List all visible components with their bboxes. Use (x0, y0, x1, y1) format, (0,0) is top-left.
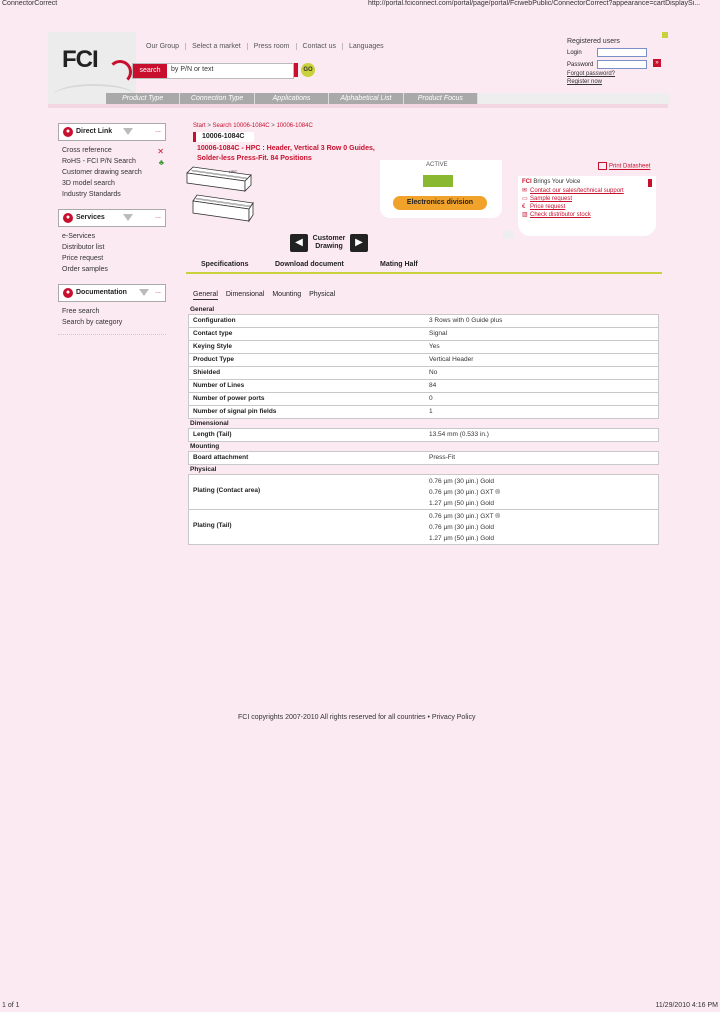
panel-documentation (58, 284, 166, 335)
division-zone (380, 160, 502, 218)
corner-decoration (662, 32, 668, 38)
search-go-button[interactable]: GO (301, 63, 315, 77)
nav-connection-type[interactable]: Connection Type (180, 93, 254, 105)
list-item[interactable]: Distributor list (62, 244, 105, 251)
topnav-select-market[interactable]: Select a market (186, 43, 248, 50)
services-icon: ● (63, 213, 73, 223)
table-row: Number of signal pin fields 1 (188, 406, 659, 419)
list-item[interactable]: Customer drawing search (62, 169, 142, 176)
part-number-box: 10006-1084C (193, 132, 254, 142)
password-input[interactable] (597, 60, 647, 69)
direct-link-icon: ● (63, 127, 73, 137)
printer-icon (598, 162, 607, 170)
table-row: Board attachment Press-Fit (188, 451, 659, 465)
print-page-count: 1 of 1 (2, 1002, 20, 1009)
status-bar (423, 175, 453, 187)
password-label: Password (567, 61, 594, 68)
spec-table (188, 305, 659, 545)
topnav-our-group[interactable]: Our Group (140, 43, 186, 50)
table-row: Product Type Vertical Header (188, 354, 659, 367)
topnav-languages[interactable]: Languages (348, 43, 384, 50)
main-tabs (186, 261, 662, 274)
breadcrumb-start[interactable]: Start (193, 123, 206, 129)
list-item[interactable]: 3D model search (62, 180, 115, 187)
nav-alphabetical-list[interactable]: Alphabetical List (329, 93, 403, 105)
product-image[interactable] (185, 165, 255, 230)
sample-request-link[interactable]: ▭ Sample request (522, 196, 573, 202)
arrow-left-icon[interactable]: ◀ (290, 234, 308, 252)
panel-services (58, 209, 166, 275)
nav-product-type[interactable]: Product Type (106, 93, 180, 105)
list-item[interactable]: Cross reference ✕ (62, 147, 164, 156)
stock-icon: ▥ (522, 212, 528, 218)
corner-decoration (503, 231, 513, 239)
customer-drawing-label[interactable]: Customer Drawing (312, 235, 346, 250)
subtab-mounting[interactable]: Mounting (272, 291, 302, 298)
panel-menu-icon[interactable]: ... (155, 127, 161, 134)
subtab-dimensional[interactable]: Dimensional (225, 291, 265, 298)
mail-icon: ✉ (522, 188, 528, 194)
sample-icon: ▭ (522, 196, 528, 202)
panel-title: Documentation (76, 289, 127, 296)
header-shadow (48, 104, 668, 108)
arrow-right-icon[interactable]: ▶ (350, 234, 368, 252)
login-input[interactable] (597, 48, 647, 57)
register-link[interactable]: Register now (567, 79, 603, 85)
nav-product-focus[interactable]: Product Focus (404, 93, 478, 105)
panel-direct-link (58, 123, 166, 200)
electronics-division-button[interactable]: Electronics division (393, 196, 487, 210)
list-item[interactable]: Search by category (62, 319, 123, 326)
documentation-icon: ● (63, 288, 73, 298)
status-badge: ACTIVE (426, 162, 448, 168)
logo-swoosh-icon (108, 60, 132, 84)
tab-mating-half[interactable]: Mating Half (380, 261, 418, 268)
search-label: search (133, 64, 167, 78)
search-marker (294, 63, 298, 77)
cross-reference-icon: ✕ (157, 147, 164, 156)
price-icon: € (522, 204, 526, 210)
topnav-press-room[interactable]: Press room (248, 43, 297, 50)
list-item[interactable]: Price request (62, 255, 104, 262)
brings-title: FCI Brings Your Voice (522, 179, 581, 185)
panel-direct-link-header[interactable] (58, 123, 166, 141)
list-item[interactable]: Order samples (62, 266, 108, 273)
panel-menu-icon[interactable]: ... (155, 213, 161, 220)
list-item[interactable]: RoHS - FCI P/N Search ♣ (62, 158, 164, 167)
tab-specifications[interactable]: Specifications (201, 261, 249, 268)
table-row: Shielded No (188, 367, 659, 380)
print-timestamp: 11/29/2010 4:16 PM (655, 1002, 718, 1009)
print-footer (0, 1002, 720, 1012)
login-box (567, 38, 667, 85)
product-title: 10006-1084C - HPC : Header, Vertical 3 Row 0 Guides, Solder-less Press-Fit. 84 Positions (197, 145, 375, 162)
login-submit-icon[interactable]: » (653, 59, 661, 67)
print-datasheet-link[interactable]: Print Datasheet (598, 162, 650, 170)
logo-text: FCI (62, 46, 98, 73)
breadcrumb: Start > Search 10006-1084C > 10006-1084C (193, 123, 313, 129)
price-request-link[interactable]: € Price request (522, 204, 566, 210)
table-row: Length (Tail) 13.54 mm (0.533 in.) (188, 428, 659, 442)
table-row: Number of power ports 0 (188, 393, 659, 406)
customer-drawing-nav (290, 234, 370, 254)
contact-support-link[interactable]: ✉ Contact our sales/technical support (522, 188, 624, 194)
topnav-contact-us[interactable]: Contact us (297, 43, 343, 50)
table-row: Plating (Tail) 0.76 µm (30 µin.) GXT ® 0.76 µm (30 µin.) Gold 1.27 µm (50 µin.) Gold (188, 510, 659, 545)
group-general: General (190, 306, 215, 313)
triangle-icon (139, 289, 149, 296)
list-item[interactable]: Free search (62, 308, 100, 315)
search-input[interactable]: by P/N or text (171, 66, 214, 73)
print-header-title: ConnectorCorrect (2, 0, 58, 7)
brings-close-icon[interactable] (648, 179, 652, 187)
panel-menu-icon[interactable]: ... (155, 288, 161, 295)
table-row: Configuration 3 Rows with 0 Guide plus (188, 314, 659, 328)
table-row: Contact type Signal (188, 328, 659, 341)
tab-download-document[interactable]: Download document (275, 261, 344, 268)
breadcrumb-current: 10006-1084C (276, 123, 313, 129)
group-mounting: Mounting (190, 443, 220, 450)
panel-documentation-header[interactable] (58, 284, 166, 302)
print-header (0, 0, 720, 9)
nav-applications[interactable]: Applications (255, 93, 329, 105)
subtab-physical[interactable]: Physical (309, 291, 336, 298)
breadcrumb-search[interactable]: Search 10006-1084C (212, 123, 270, 129)
subtab-general[interactable]: General (193, 291, 218, 298)
table-row: Number of Lines 84 (188, 380, 659, 393)
spec-subtabs (193, 291, 341, 298)
login-label: Login (567, 49, 582, 56)
panel-services-header[interactable] (58, 209, 166, 227)
forgot-password-link[interactable]: Forgot password? (567, 71, 616, 77)
copyright-footer: FCI copyrights 2007-2010 All rights reserved for all countries • Privacy Policy (238, 714, 476, 721)
list-item[interactable]: e-Services (62, 233, 96, 240)
svg-text:HPC: HPC (229, 169, 238, 174)
group-dimensional: Dimensional (190, 420, 229, 427)
triangle-icon (123, 128, 133, 135)
top-nav (140, 43, 390, 50)
table-row: Keying Style Yes (188, 341, 659, 354)
check-stock-link[interactable]: ▥ Check distributor stock (522, 212, 591, 218)
table-row: Plating (Contact area) 0.76 µm (30 µin.) Gold 0.76 µm (30 µin.) GXT ® 1.27 µm (50 µin.) Gold (188, 474, 659, 510)
search-bar[interactable] (132, 63, 294, 79)
brings-your-voice-box (518, 176, 656, 236)
print-header-url: http://portal.fciconnect.com/portal/page/portal/FciwebPublic/ConnectorCorrect?appearance=cartDisplaySi... (368, 0, 701, 7)
group-physical: Physical (190, 466, 217, 473)
login-title: Registered users (567, 38, 620, 45)
list-item[interactable]: Industry Standards (62, 191, 121, 198)
panel-title: Direct Link (76, 128, 113, 135)
panel-title: Services (76, 214, 105, 221)
triangle-icon (123, 214, 133, 221)
rohs-icon: ♣ (158, 158, 164, 167)
